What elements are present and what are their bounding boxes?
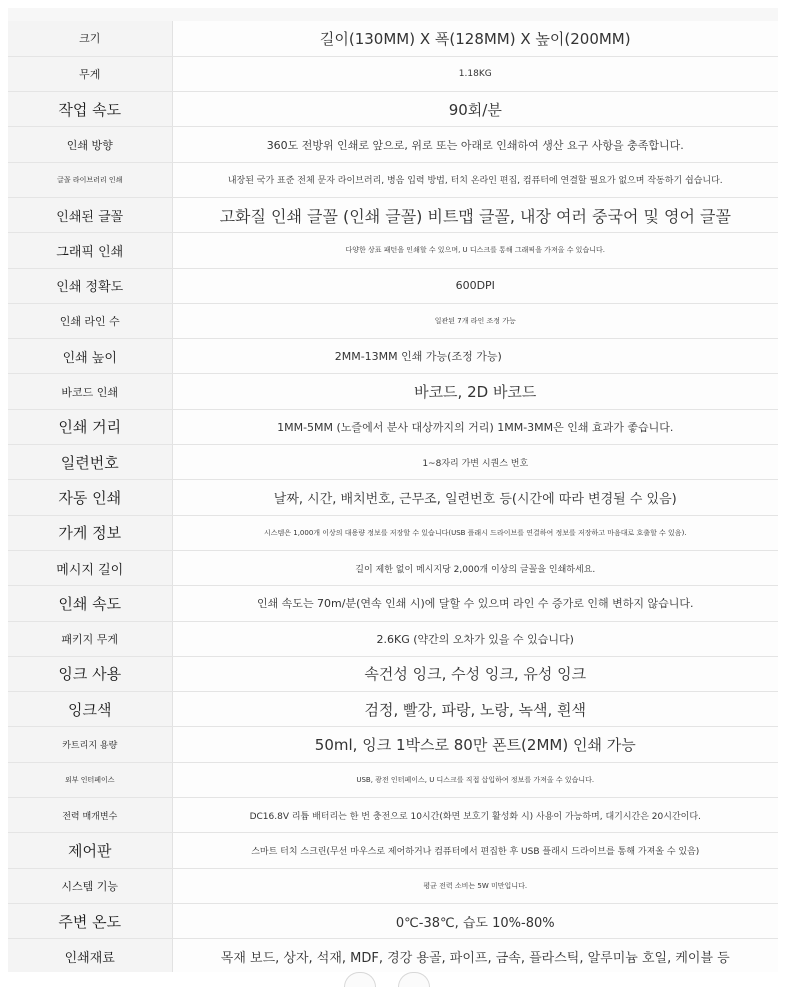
spec-key: 크기	[8, 21, 172, 56]
table-row	[8, 445, 778, 480]
spec-value: 인쇄 속도는 70m/분(연속 인쇄 시)에 달할 수 있으며 라인 수 증가로 인해 변하지 않습니다.	[172, 586, 778, 621]
spec-key: 일련번호	[8, 445, 172, 480]
spec-value: 검정, 빨강, 파랑, 노랑, 녹색, 흰색	[172, 692, 778, 727]
spec-value: 다양한 상표 패턴을 인쇄할 수 있으며, U 디스크를 통해 그래픽을 가져올 수 있습니다.	[172, 233, 778, 268]
spec-key: 외부 인터페이스	[8, 762, 172, 797]
spec-value: 90회/분	[172, 92, 778, 127]
spec-key: 인쇄 정확도	[8, 268, 172, 303]
spec-key: 제어판	[8, 833, 172, 868]
table-row	[8, 268, 778, 303]
spec-key: 자동 인쇄	[8, 480, 172, 515]
spec-value: 0℃-38℃, 습도 10%-80%	[172, 903, 778, 938]
spec-key: 인쇄 속도	[8, 586, 172, 621]
spec-value: 600DPI	[172, 268, 778, 303]
table-row	[8, 762, 778, 797]
spec-value: 속건성 잉크, 수성 잉크, 유성 잉크	[172, 656, 778, 691]
spec-sheet	[8, 8, 778, 972]
table-row	[8, 374, 778, 409]
spec-value: 바코드, 2D 바코드	[172, 374, 778, 409]
spec-value: DC16.8V 리튬 배터리는 한 번 충전으로 10시간(화면 보호기 활성화 시) 사용이 가능하며, 대기시간은 20시간이다.	[172, 798, 778, 833]
spec-value: 1MM-5MM (노즐에서 분사 대상까지의 거리) 1MM-3MM은 인쇄 효과가 좋습니다.	[172, 409, 778, 444]
table-row	[8, 798, 778, 833]
spec-value: 길이 제한 없이 메시지당 2,000개 이상의 글꼴을 인쇄하세요.	[172, 550, 778, 585]
spec-value: 내장된 국가 표준 전체 문자 라이브러리, 병음 입력 방법, 터치 온라인 편집, 컴퓨터에 연결할 필요가 없으며 작동하기 쉽습니다.	[172, 162, 778, 197]
spec-key: 패키지 무게	[8, 621, 172, 656]
spec-value: 1.18KG	[172, 56, 778, 91]
spec-key: 무게	[8, 56, 172, 91]
spec-key: 인쇄 높이	[8, 339, 172, 374]
spec-value: 1~8자리 가변 시퀀스 번호	[172, 445, 778, 480]
table-row	[8, 515, 778, 550]
spec-value: 시스템은 1,000개 이상의 대용량 정보를 저장할 수 있습니다(USB 플래시 드라이브를 연결하여 정보를 저장하고 마음대로 호출할 수 있음).	[172, 515, 778, 550]
table-row	[8, 621, 778, 656]
spec-key: 인쇄된 글꼴	[8, 197, 172, 232]
spec-key: 작업 속도	[8, 92, 172, 127]
spec-value: 360도 전방위 인쇄로 앞으로, 위로 또는 아래로 인쇄하여 생산 요구 사항을 충족합니다.	[172, 127, 778, 162]
table-row	[8, 197, 778, 232]
table-row	[8, 303, 778, 338]
spec-key: 글꼴 라이브러리 인쇄	[8, 162, 172, 197]
spec-value: 날짜, 시간, 배치번호, 근무조, 일련번호 등(시간에 따라 변경될 수 있음)	[172, 480, 778, 515]
table-row	[8, 233, 778, 268]
spec-key: 잉크색	[8, 692, 172, 727]
table-row	[8, 656, 778, 691]
spec-key: 바코드 인쇄	[8, 374, 172, 409]
bottom-margin	[0, 972, 790, 1006]
spec-key: 카트리지 용량	[8, 727, 172, 762]
table-row	[8, 868, 778, 903]
table-row	[8, 727, 778, 762]
spec-key: 인쇄 거리	[8, 409, 172, 444]
table-row	[8, 692, 778, 727]
table-row	[8, 162, 778, 197]
spec-value: 스마트 터치 스크린(무선 마우스로 제어하거나 컴퓨터에서 편집한 후 USB 플래시 드라이브를 통해 가져올 수 있음)	[172, 833, 778, 868]
spec-value: 2MM-13MM 인쇄 가능(조정 가능)	[172, 339, 778, 374]
table-row	[8, 833, 778, 868]
spec-key: 인쇄 라인 수	[8, 303, 172, 338]
table-row	[8, 21, 778, 56]
spec-key: 인쇄 방향	[8, 127, 172, 162]
spec-key: 주변 온도	[8, 903, 172, 938]
spec-table	[8, 21, 778, 975]
table-row	[8, 409, 778, 444]
table-row	[8, 339, 778, 374]
table-row	[8, 550, 778, 585]
table-row	[8, 480, 778, 515]
table-row	[8, 56, 778, 91]
spec-value: 고화질 인쇄 글꼴 (인쇄 글꼴) 비트맵 글꼴, 내장 여러 중국어 및 영어 글꼴	[172, 197, 778, 232]
table-row	[8, 939, 778, 974]
table-row	[8, 586, 778, 621]
spec-value: USB, 광전 인터페이스, U 디스크를 직접 삽입하여 정보를 가져올 수 있습니다.	[172, 762, 778, 797]
spec-value: 일관된 7개 라인 조정 가능	[172, 303, 778, 338]
spec-value: 2.6KG (약간의 오차가 있을 수 있습니다)	[172, 621, 778, 656]
spec-key: 그래픽 인쇄	[8, 233, 172, 268]
spec-key: 시스템 기능	[8, 868, 172, 903]
table-row	[8, 903, 778, 938]
spec-value: 길이(130MM) X 폭(128MM) X 높이(200MM)	[172, 21, 778, 56]
table-row	[8, 127, 778, 162]
spec-value: 목재 보드, 상자, 석재, MDF, 경강 용골, 파이프, 금속, 플라스틱, 알루미늄 호일, 케이블 등	[172, 939, 778, 974]
spec-value: 평균 전력 소비는 5W 미만입니다.	[172, 868, 778, 903]
spec-key: 전력 매개변수	[8, 798, 172, 833]
spec-key: 가게 정보	[8, 515, 172, 550]
table-row	[8, 92, 778, 127]
spec-key: 잉크 사용	[8, 656, 172, 691]
spec-key: 메시지 길이	[8, 550, 172, 585]
spec-value: 50ml, 잉크 1박스로 80만 폰트(2MM) 인쇄 가능	[172, 727, 778, 762]
spec-key: 인쇄재료	[8, 939, 172, 974]
